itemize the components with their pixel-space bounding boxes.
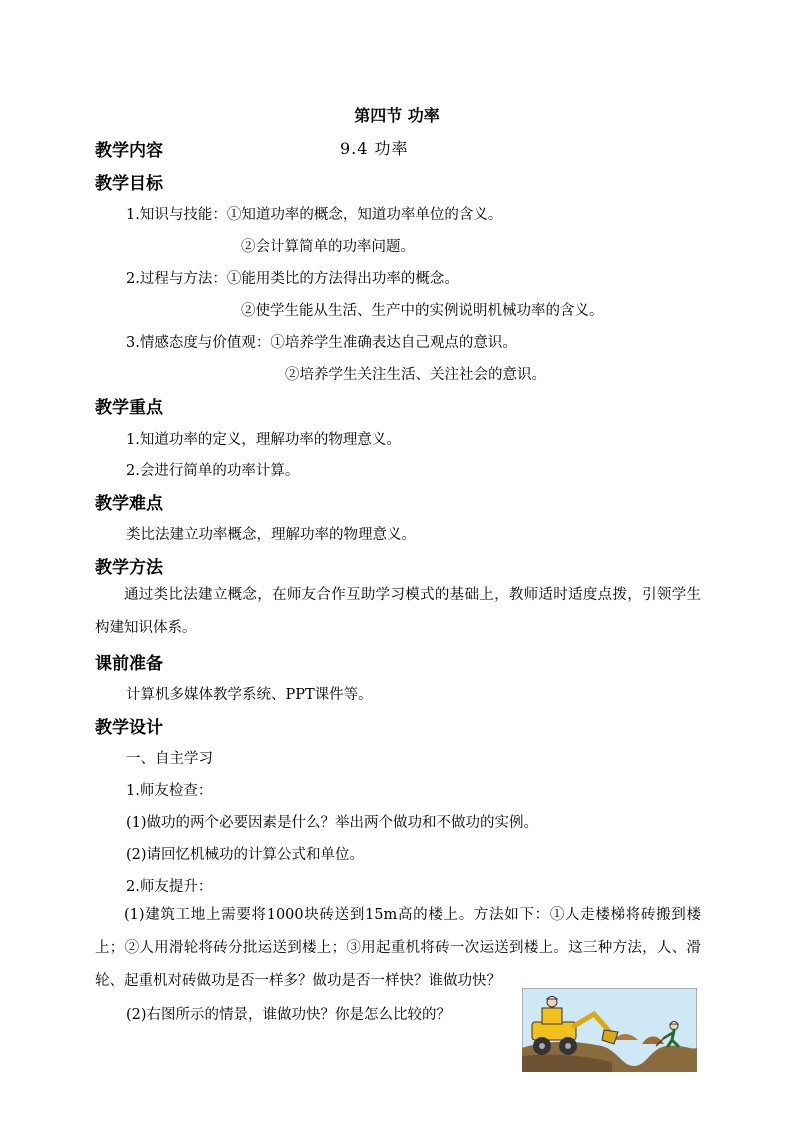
key-line: 2.会进行简单的功率计算。 [126,463,300,479]
goal-line: 1.知识与技能：①知道功率的概念，知道功率单位的含义。 [126,207,503,223]
design-line: (2)请回忆机械功的计算公式和单位。 [126,847,365,863]
heading-method: 教学方法 [95,558,163,578]
goal-line: ②会计算简单的功率问题。 [241,239,415,255]
design-line: 1.师友检查： [126,783,213,799]
design-paragraph: (1)建筑工地上需要将1000块砖送到15m高的楼上。方法如下：①人走楼梯将砖搬到楼上；②人用滑轮将砖分批运送到楼上；③用起重机将砖一次运送到楼上。这三种方法，人、滑轮、起重机对砖做功是否一样多？做功是否一样快？谁做功快？ [95,907,701,989]
heading-difficulty: 教学难点 [95,494,163,514]
design-line: 一、自主学习 [126,751,213,767]
design-question: (2)右图所示的情景，谁做功快？你是怎么比较的？ [126,1007,452,1023]
key-line: 1.知道功率的定义，理解功率的物理意义。 [126,432,401,448]
excavator-and-worker-illustration [522,988,697,1072]
prep-line: 计算机多媒体教学系统、PPT课件等。 [126,687,373,703]
heading-goals: 教学目标 [95,174,163,194]
design-line: 2.师友提升： [126,879,213,895]
goal-line: ②使学生能从生活、生产中的实例说明机械功率的含义。 [241,303,604,319]
method-paragraph: 通过类比法建立概念，在师友合作互助学习模式的基础上，教师适时适度点拨，引领学生构建知识体系。 [95,587,701,636]
goal-line: 2.过程与方法：①能用类比的方法得出功率的概念。 [126,271,459,287]
difficulty-line: 类比法建立功率概念，理解功率的物理意义。 [126,527,416,543]
course-title: 9.4 功率 [340,139,409,158]
goal-line: 3.情感态度与价值观：①培养学生准确表达自己观点的意识。 [126,335,517,351]
heading-content: 教学内容 [95,141,163,161]
design-line: (1)做功的两个必要因素是什么？举出两个做功和不做功的实例。 [126,815,539,831]
page-title: 第四节 功率 [354,106,440,125]
heading-design: 教学设计 [95,718,163,738]
heading-preparation: 课前准备 [95,654,163,674]
heading-key-points: 教学重点 [95,398,163,418]
goal-line: ②培养学生关注生活、关注社会的意识。 [285,367,546,383]
